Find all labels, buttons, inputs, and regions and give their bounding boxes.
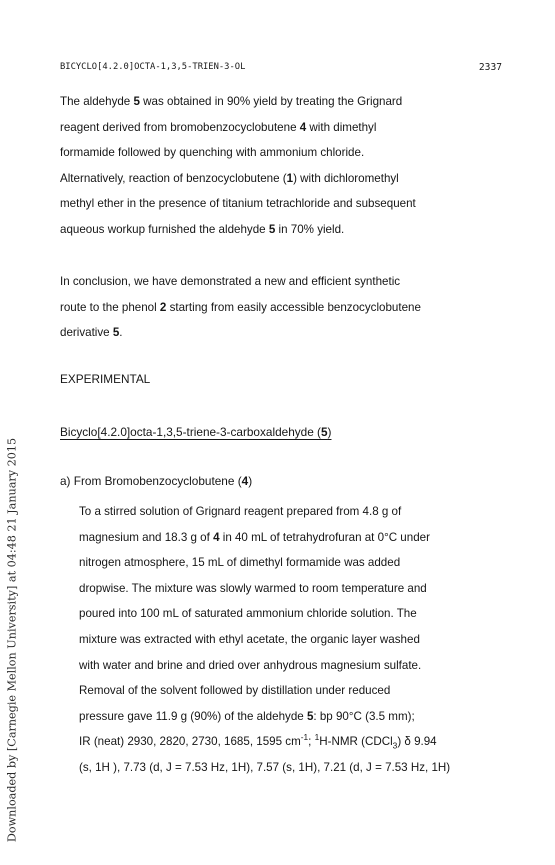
compound-number: 1	[286, 171, 294, 185]
text-line: pressure gave 11.9 g (90%) of the aldehyde 5: bp 90°C (3.5 mm);	[79, 709, 415, 723]
running-title: BICYCLO[4.2.0]OCTA-1,3,5-TRIEN-3-OL	[60, 62, 246, 72]
section-heading-experimental: EXPERIMENTAL	[60, 372, 151, 386]
compound-number: 4	[241, 474, 249, 488]
compound-number: 2	[159, 300, 167, 314]
page-number: 2337	[478, 62, 502, 73]
compound-number: 5	[112, 326, 120, 340]
compound-number: 5	[320, 425, 328, 439]
method-label	[60, 474, 252, 488]
running-head	[60, 62, 502, 73]
text-line: In conclusion, we have demonstrated a new and efficient synthetic	[60, 275, 401, 288]
paragraph-aldehyde-synthesis	[60, 89, 500, 243]
text-line: poured into 100 mL of saturated ammonium chloride solution. The	[79, 607, 417, 621]
compound-number: 4	[299, 120, 307, 134]
text-line: a) From Bromobenzocyclobutene (4)	[60, 474, 253, 488]
text-line: magnesium and 18.3 g of 4 in 40 mL of tetrahydrofuran at 0°C under	[79, 530, 430, 544]
download-notice-sidebar	[4, 240, 20, 843]
text-line: To a stirred solution of Grignard reagent prepared from 4.8 g of	[79, 505, 402, 518]
text-line: The aldehyde 5 was obtained in 90% yield by treating the Grignard	[60, 95, 403, 108]
text-line: (s, 1H ), 7.73 (d, J = 7.53 Hz, 1H), 7.57 (s, 1H), 7.21 (d, J = 7.53 Hz, 1H)	[79, 760, 451, 774]
text-line: Alternatively, reaction of benzocyclobutene (1) with dichloromethyl	[60, 171, 399, 185]
text-line: route to the phenol 2 starting from easily accessible benzocyclobutene	[60, 300, 421, 314]
compound-number: 5	[306, 709, 314, 723]
text-line: Bicyclo[4.2.0]octa-1,3,5-triene-3-carboxaldehyde (5)	[60, 425, 332, 439]
text-line: reagent derived from bromobenzocyclobutene 4 with dimethyl	[60, 120, 377, 134]
compound-title	[60, 425, 331, 439]
text-line: mixture was extracted with ethyl acetate, the organic layer washed	[79, 632, 420, 646]
text-line: derivative 5.	[60, 326, 123, 340]
procedure-paragraph	[79, 499, 504, 781]
text-line: dropwise. The mixture was slowly warmed to room temperature and	[79, 581, 427, 595]
paragraph-conclusion	[60, 269, 500, 346]
text-line: with water and brine and dried over anhydrous magnesium sulfate.	[79, 658, 422, 672]
text-line: IR (neat) 2930, 2820, 2730, 1685, 1595 $cm^{-1}$; $^1$H-NMR (CDCl$_3$) δ 9.94	[79, 732, 437, 751]
superscript: -1	[300, 732, 309, 743]
compound-number: 4	[213, 530, 220, 544]
text-line: nitrogen atmosphere, 15 mL of dimethyl formamide was added	[79, 556, 401, 570]
compound-number: 5	[133, 95, 140, 108]
subscript: 3	[392, 740, 398, 751]
superscript: 1	[314, 732, 320, 743]
text-line: methyl ether in the presence of titanium tetrachloride and subsequent	[60, 197, 416, 211]
download-notice: Downloaded by [Carnegie Mellon University] at 04:48 21 January 2015	[5, 437, 19, 843]
text-line: aqueous workup furnished the aldehyde 5 in 70% yield.	[60, 222, 345, 236]
compound-number: 5	[268, 222, 276, 236]
text-line: formamide followed by quenching with ammonium chloride.	[60, 146, 365, 160]
text-line: Removal of the solvent followed by distillation under reduced	[79, 684, 391, 698]
